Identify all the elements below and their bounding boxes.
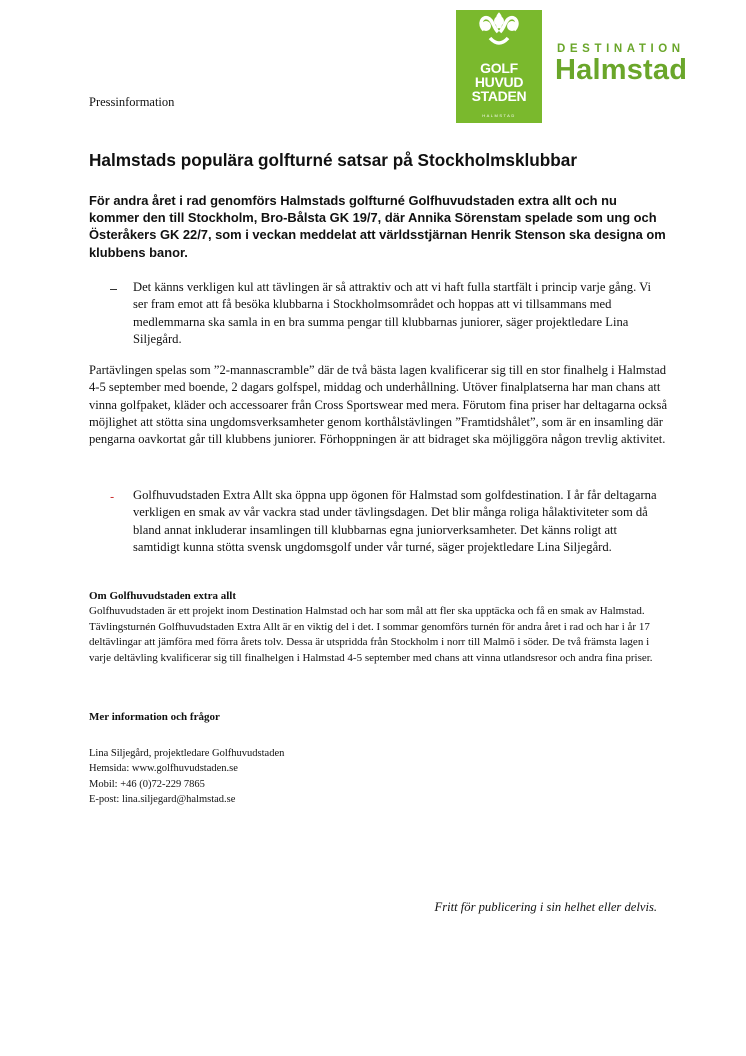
destination-label: DESTINATION: [557, 43, 685, 55]
logo-line-huvud: HUVUD: [474, 74, 524, 90]
contact-block: [89, 746, 284, 807]
article-lead: För andra året i rad genomförs Halmstads golfturné Golfhuvudstaden extra allt och nu kommer den till Stockholm, Bro-Bålsta GK 19/7, där Annika Sörenstam spelade som ung och Österåkers GK 22/7, som i veckan meddelat att världsstjärnan Henrik Stenson ska designa om klubbens banor.: [89, 193, 666, 260]
quote1-dash: –: [110, 282, 118, 296]
quote-2: Golfhuvudstaden Extra Allt ska öppna upp ögonen för Halmstad som golfdestination. I år får deltagarna verkligen en smak av vår vackra stad under tävlingsdagen. Det blir många roliga hålaktiviteter som då bland annat inkluderar insamlingen till klubbarnas egna juniorverksamheter. Det känns roligt att samtidigt kunna stötta svensk ungdomsgolf under vår turné, säger projektledare Lina Siljegård.: [133, 488, 657, 554]
contact-name: Lina Siljegård, projektledare Golfhuvudstaden: [89, 748, 285, 759]
destination-city: Halmstad: [555, 54, 688, 86]
about-heading: Om Golfhuvudstaden extra allt: [89, 590, 236, 602]
about-text: Golfhuvudstaden är ett projekt inom Destination Halmstad och har som mål att fler ska upptäcka och få en smak av Halmstad. Tävlingsturnén Golfhuvudstaden Extra Allt är en viktig del i det. I sommar genomförs turnén för andra året i rad och har i år 17 deltävlingar att jämföra med förra årets tolv. Dessa är utspridda från Stockholm i norr till Malmö i söder. De två främsta lagen i varje deltävling kvalificerar sig till finalhelgen i Halmstad 4-5 september med chans att vinna utlandsresor och andra fina priser.: [89, 605, 653, 664]
quote-1: Det känns verkligen kul att tävlingen är så attraktiv och att vi haft fulla startfält i princip varje gång. Vi ser fram emot att få besöka klubbarna i Stockholmsområdet och hoppas att vi tillsammans med medlemmarna ska samla in en bra summa pengar till klubbarnas juniorer, säger projektledare Lina Siljegård.: [133, 280, 651, 346]
contact-website[interactable]: Hemsida: www.golfhuvudstaden.se: [89, 763, 238, 775]
paragraph-1: Partävlingen spelas som ”2-mannascramble” där de två bästa lagen kvalificerar sig till en stor finalhelg i Halmstad 4-5 september med boende, 2 dagars golfspel, middag och underhållning. Utöver finalplatserna har man chans att vinna golfpaket, kläder och accessoarer från Cross Sportswear med mera. Förutom fina priser har deltagarna också möjlighet att stötta sina ungdomsverksamheter genom korthålstävlingen ”Framtidshålet”, som är en insamling där pengarna oavkortat går till klubbens juniorer. Förhoppningen är att bidraget ska möjliggöra någon trevlig aktivitet.: [89, 363, 668, 447]
footer-note: Fritt för publicering i sin helhet eller delvis.: [434, 900, 657, 914]
contact-mobile: Mobil: +46 (0)72-229 7865: [89, 778, 205, 790]
article-title: Halmstads populära golfturné satsar på Stockholmsklubbar: [89, 150, 578, 170]
contact-email[interactable]: E-post: lina.siljegard@halmstad.se: [89, 793, 236, 805]
logo-line-staden: STADEN: [471, 88, 527, 104]
golfhuvudstaden-logo: [456, 10, 542, 123]
contact-heading: Mer information och frågor: [89, 711, 220, 723]
logo-small-text: HALMSTAD: [482, 113, 516, 118]
logo-line-golf: GOLF: [480, 60, 518, 76]
press-info-label: Pressinformation: [89, 95, 175, 109]
quote2-dash: -: [110, 490, 115, 504]
